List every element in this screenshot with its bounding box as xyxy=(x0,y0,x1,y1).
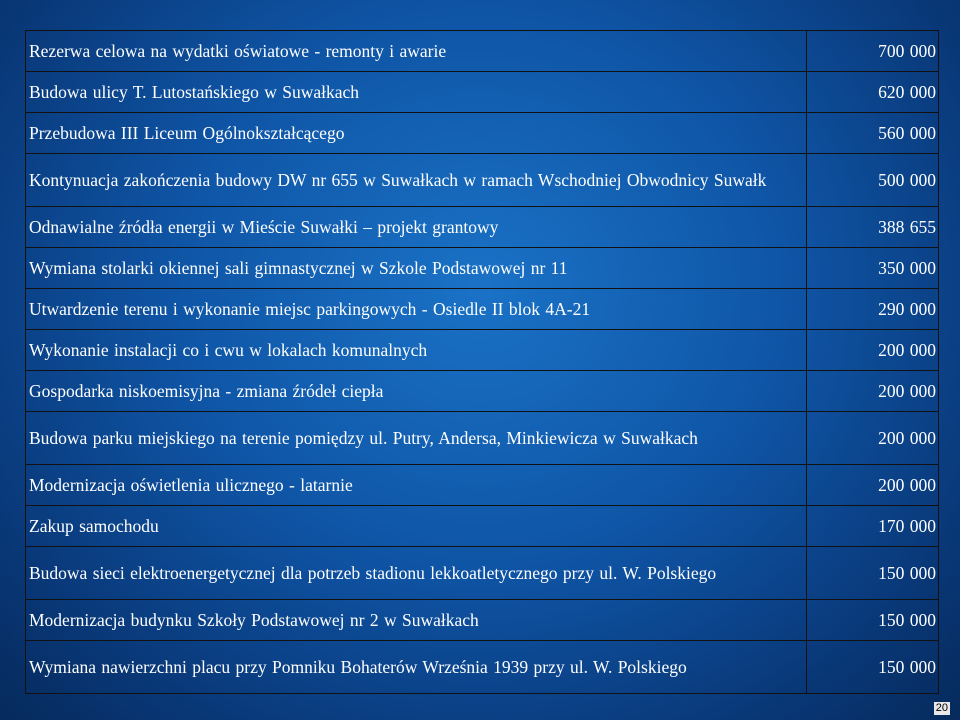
row-description: Budowa parku miejskiego na terenie pomiędzy ul. Putry, Andersa, Minkiewicza w Suwałkach xyxy=(26,412,807,465)
row-description: Budowa ulicy T. Lutostańskiego w Suwałkach xyxy=(26,72,807,113)
table-row xyxy=(26,465,939,506)
row-amount: 150 000 xyxy=(807,600,939,641)
row-amount: 150 000 xyxy=(807,641,939,694)
table-row xyxy=(26,506,939,547)
investment-table xyxy=(25,30,939,694)
table-row xyxy=(26,330,939,371)
table-row xyxy=(26,248,939,289)
row-amount: 200 000 xyxy=(807,371,939,412)
row-amount: 200 000 xyxy=(807,412,939,465)
table-row xyxy=(26,289,939,330)
table-row xyxy=(26,154,939,207)
row-amount: 700 000 xyxy=(807,31,939,72)
row-description: Zakup samochodu xyxy=(26,506,807,547)
row-amount: 388 655 xyxy=(807,207,939,248)
row-amount: 170 000 xyxy=(807,506,939,547)
table-row xyxy=(26,641,939,694)
row-description: Wykonanie instalacji co i cwu w lokalach komunalnych xyxy=(26,330,807,371)
row-amount: 620 000 xyxy=(807,72,939,113)
row-description: Modernizacja budynku Szkoły Podstawowej nr 2 w Suwałkach xyxy=(26,600,807,641)
table-row xyxy=(26,371,939,412)
row-amount: 200 000 xyxy=(807,465,939,506)
row-description: Wymiana nawierzchni placu przy Pomniku Bohaterów Września 1939 przy ul. W. Polskiego xyxy=(26,641,807,694)
row-description: Utwardzenie terenu i wykonanie miejsc parkingowych - Osiedle II blok 4A-21 xyxy=(26,289,807,330)
table-row xyxy=(26,31,939,72)
table-row xyxy=(26,547,939,600)
row-description: Wymiana stolarki okiennej sali gimnastycznej w Szkole Podstawowej nr 11 xyxy=(26,248,807,289)
table-row xyxy=(26,412,939,465)
row-description: Przebudowa III Liceum Ogólnokształcącego xyxy=(26,113,807,154)
table-row xyxy=(26,207,939,248)
row-description: Modernizacja oświetlenia ulicznego - latarnie xyxy=(26,465,807,506)
investment-table-body xyxy=(26,31,939,694)
row-description: Budowa sieci elektroenergetycznej dla potrzeb stadionu lekkoatletycznego przy ul. W. Polskiego xyxy=(26,547,807,600)
row-description: Kontynuacja zakończenia budowy DW nr 655 w Suwałkach w ramach Wschodniej Obwodnicy Suwałk xyxy=(26,154,807,207)
row-amount: 560 000 xyxy=(807,113,939,154)
table-row xyxy=(26,113,939,154)
table-row xyxy=(26,72,939,113)
row-description: Rezerwa celowa na wydatki oświatowe - remonty i awarie xyxy=(26,31,807,72)
row-amount: 150 000 xyxy=(807,547,939,600)
row-amount: 290 000 xyxy=(807,289,939,330)
row-description: Odnawialne źródła energii w Mieście Suwałki – projekt grantowy xyxy=(26,207,807,248)
row-amount: 200 000 xyxy=(807,330,939,371)
table-row xyxy=(26,600,939,641)
row-amount: 500 000 xyxy=(807,154,939,207)
row-description: Gospodarka niskoemisyjna - zmiana źródeł ciepła xyxy=(26,371,807,412)
row-amount: 350 000 xyxy=(807,248,939,289)
page-number: 20 xyxy=(935,702,948,714)
